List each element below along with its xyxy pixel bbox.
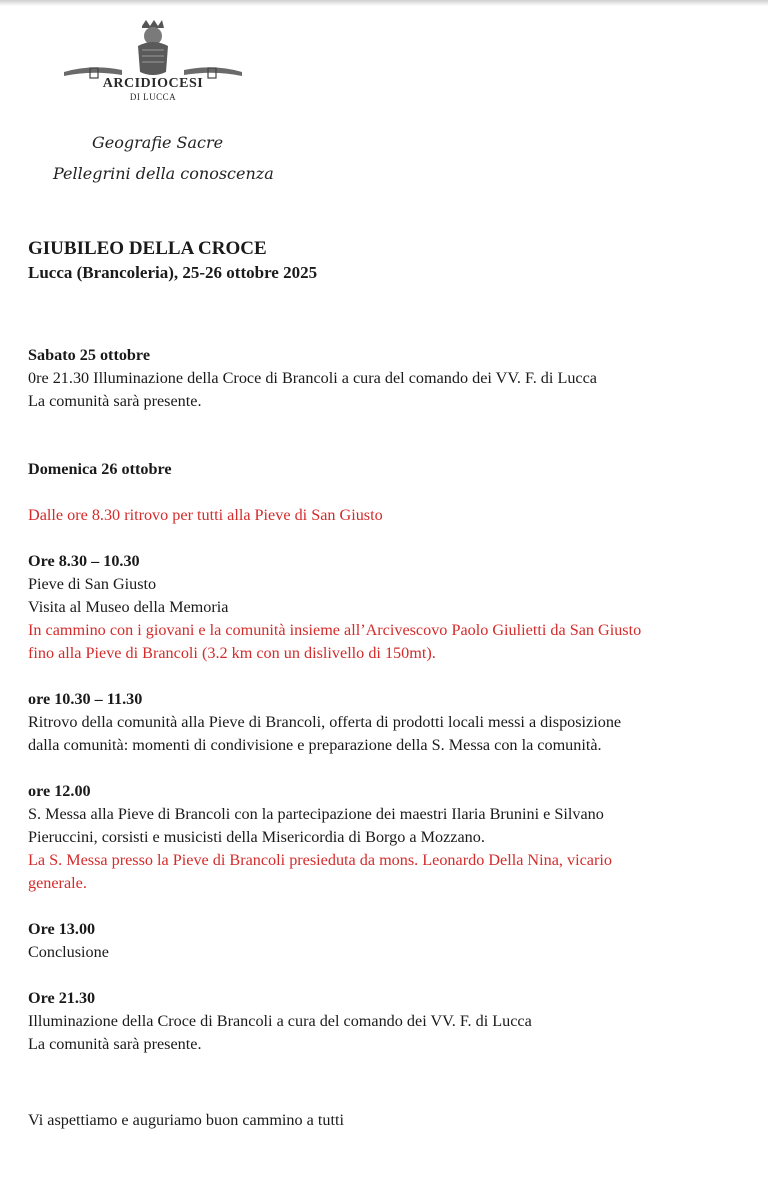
top-shadow [0, 0, 768, 6]
slot5-line-2: La comunità sarà presente. [28, 1035, 202, 1053]
sunday-meeting: Dalle ore 8.30 ritrovo per tutti alla Pieve di San Giusto [28, 506, 383, 524]
subtitle-geografie: Geografie Sacre [92, 133, 224, 152]
archdiocese-logo [62, 20, 244, 110]
slot1-time: Ore 8.30 – 10.30 [28, 552, 140, 570]
logo-subtitle: DI LUCCA [129, 92, 177, 102]
slot2-line-2: dalla comunità: momenti di condivisione e preparazione della S. Messa con la comunità. [28, 736, 602, 754]
slot1-line-1: Pieve di San Giusto [28, 575, 157, 593]
slot3-line-2: Pieruccini, corsisti e musicisti della Misericordia di Borgo a Mozzano. [28, 828, 485, 846]
sunday-heading: Domenica 26 ottobre [28, 460, 172, 478]
document-body [28, 236, 766, 1132]
slot1-red-2: fino alla Pieve di Brancoli (3.2 km con un dislivello di 150mt). [28, 644, 436, 662]
crucifix-emblem-icon [62, 20, 244, 80]
slot3-line-1: S. Messa alla Pieve di Brancoli con la partecipazione dei maestri Ilaria Brunini e Silvano [28, 805, 604, 823]
logo-title: ARCIDIOCESI [102, 76, 204, 91]
slot1-line-2: Visita al Museo della Memoria [28, 598, 229, 616]
event-title: GIUBILEO DELLA CROCE [28, 238, 267, 259]
slot1-red-1: In cammino con i giovani e la comunità insieme all’Arcivescovo Paolo Giulietti da San Giusto [28, 621, 642, 639]
slot2-line-1: Ritrovo della comunità alla Pieve di Brancoli, offerta di prodotti locali messi a disposizione [28, 713, 622, 731]
saturday-line-1: 0re 21.30 Illuminazione della Croce di Brancoli a cura del comando dei VV. F. di Lucca [28, 369, 597, 387]
slot2-time: ore 10.30 – 11.30 [28, 690, 143, 708]
slot4-line-1: Conclusione [28, 943, 109, 961]
slot3-time: ore 12.00 [28, 782, 91, 800]
subtitle-pellegrini: Pellegrini della conoscenza [53, 164, 274, 183]
slot5-line-1: Illuminazione della Croce di Brancoli a cura del comando dei VV. F. di Lucca [28, 1012, 532, 1030]
slot5-time: Ore 21.30 [28, 989, 96, 1007]
event-location-date: Lucca (Brancoleria), 25-26 ottobre 2025 [28, 263, 318, 282]
slot3-red-1: La S. Messa presso la Pieve di Brancoli presieduta da mons. Leonardo Della Nina, vicario [28, 851, 612, 869]
saturday-line-2: La comunità sarà presente. [28, 392, 202, 410]
slot3-red-2: generale. [28, 874, 87, 892]
closing-message: Vi aspettiamo e auguriamo buon cammino a tutti [28, 1111, 344, 1129]
saturday-heading: Sabato 25 ottobre [28, 346, 151, 364]
slot4-time: Ore 13.00 [28, 920, 96, 938]
